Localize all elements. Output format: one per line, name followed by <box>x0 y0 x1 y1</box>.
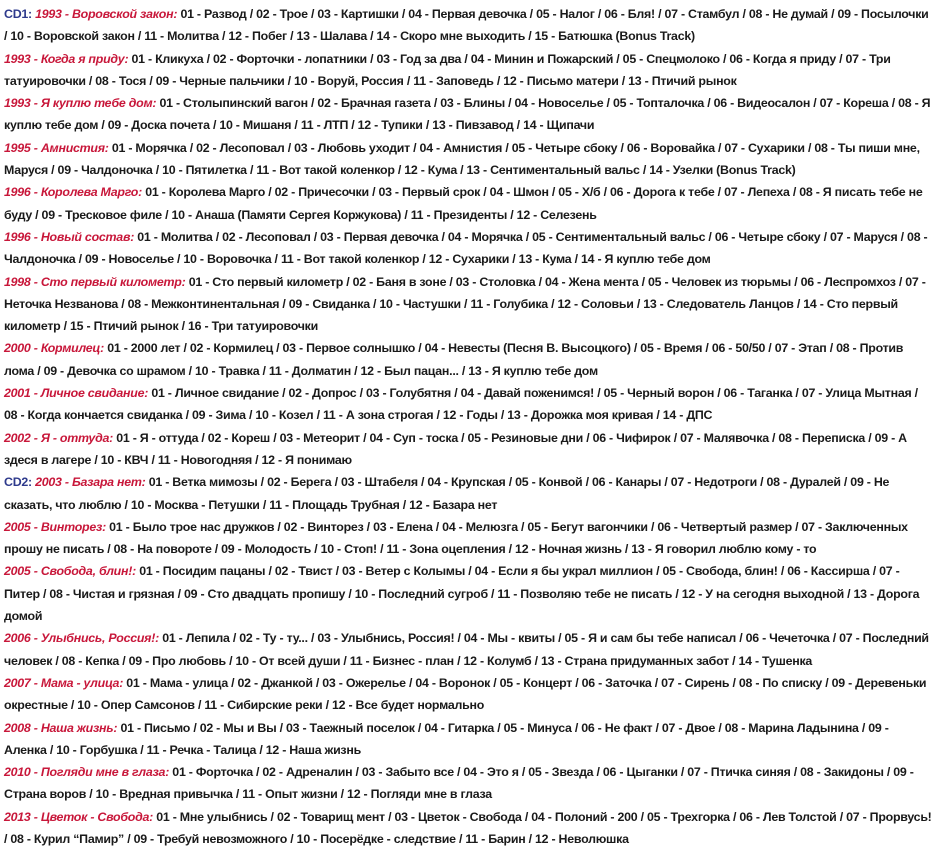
album-year: 2013 <box>4 809 31 824</box>
album-title: Новый состав <box>40 229 131 244</box>
album-year: 1993 <box>35 7 62 21</box>
track-list: 01 - Морячка / 02 - Лесоповал / 03 - Любовь уходит / 04 - Амнистия / 05 - Четыре сбоку / 06 - Воровайка / 07 - Сухарики / 08 - Ты пиши мне, Маруся / 09 - Чалдоночка / 10 - Пятилетка / 11 - Вот такой коленкор / 12 - Кума / 13 - Сентиментальный вальс / 14 - Узелки (Bonus Track) <box>4 140 920 178</box>
track-list: 01 - Форточка / 02 - Адреналин / 03 - Забыто все / 04 - Это я / 05 - Звезда / 06 - Цыганки / 07 - Птичка синяя / 08 - Закидоны / 09 - Страна воров / 10 - Вредная привычка / 11 - Опыт жизни / 12 - Погляди мне в глаза <box>4 765 914 802</box>
album-entry-1996-novyy-sostav: 1996 - Новый состав: 01 - Молитва / 02 - Лесоповал / 03 - Первая девочка / 04 - Морячка / 05 - Сентиментальный вальс / 06 - Четыре сбоку / 07 - Маруся / 08 - Чалдоночка / 09 - Новоселье / 10 - Воровочка / 11 - Вот такой коленкор / 12 - Сухарики / 13 - Кума / 14 - Я куплю тебе дом <box>4 229 928 267</box>
album-year: 2005 <box>4 564 31 579</box>
album-title: Я - оттуда <box>40 430 110 445</box>
album-entry-2002-ya-ottuda: 2002 - Я - оттуда: 01 - Я - оттуда / 02 - Кореш / 03 - Метеорит / 04 - Суп - тоска / 05 - Резиновые дни / 06 - Чифирок / 07 - Малявочка / 08 - Переписка / 09 - А здеся в лагере / 10 - КВЧ / 11 - Новогодняя / 12 - Я понимаю <box>4 430 907 467</box>
album-year: 1993 <box>4 96 31 111</box>
track-list: 01 - Развод / 02 - Трое / 03 - Картишки / 04 - Первая девочка / 05 - Налог / 06 - Бля! / 07 - Стамбул / 08 - Не думай / 09 - Посылочки / 10 - Воровской закон / 11 - Молитва / 12 - Побег / 13 - Шалава / 14 - Скоро мне выходить / 15 - Батюшка (Bonus Track) <box>4 7 929 44</box>
album-year: 2007 <box>4 675 31 690</box>
track-list: 01 - Я - оттуда / 02 - Кореш / 03 - Метеорит / 04 - Суп - тоска / 05 - Резиновые дни / 06 - Чифирок / 07 - Малявочка / 08 - Переписка / 09 - А здеся в лагере / 10 - КВЧ / 11 - Новогодняя / 12 - Я понимаю <box>4 430 907 467</box>
album-year: 1995 <box>4 140 31 155</box>
album-year: 2005 <box>4 519 31 534</box>
track-list: 01 - Было трое нас дружков / 02 - Винторез / 03 - Елена / 04 - Мелюзга / 05 - Бегут вагончики / 06 - Четвертый размер / 07 - Заключенных прошу не писать / 08 - На повороте / 09 - Молодость / 10 - Стоп! / 11 - Зона оцепления / 12 - Ночная жизнь / 13 - Я говорил люблю кому - то <box>4 519 908 557</box>
album-entry-2006-ulybnis-rossiya: 2006 - Улыбнись, Россия!: 01 - Лепила / 02 - Ту - ту... / 03 - Улыбнись, Россия! / 04 - Мы - квиты / 05 - Я и сам бы тебе написал / 06 - Чечеточка / 07 - Последний человек / 08 - Кепка / 09 - Про любовь / 10 - От всей души / 11 - Бизнес - план / 12 - Колумб / 13 - Страна придуманных забот / 14 - Тушенка <box>4 631 929 668</box>
album-year: 2003 <box>35 475 62 490</box>
track-list: 01 - Кликуха / 02 - Форточки - лопатники / 03 - Год за два / 04 - Минин и Пожарский / 05 - Спецмолоко / 06 - Когда я приду / 07 - Три татуировочки / 08 - Тося / 09 - Черные пальчики / 10 - Воруй, Россия / 11 - Заповедь / 12 - Письмо матери / 13 - Птичий рынок <box>4 51 891 88</box>
album-entry-2005-vintorez: 2005 - Винторез: 01 - Было трое нас дружков / 02 - Винторез / 03 - Елена / 04 - Мелюзга / 05 - Бегут вагончики / 06 - Четвертый размер / 07 - Заключенных прошу не писать / 08 - На повороте / 09 - Молодость / 10 - Стоп! / 11 - Зона оцепления / 12 - Ночная жизнь / 13 - Я говорил люблю кому - то <box>4 519 908 557</box>
track-list: 01 - Королева Марго / 02 - Причесочки / 03 - Первый срок / 04 - Шмон / 05 - Х/б / 06 - Дорога к тебе / 07 - Лепеха / 08 - Я писать тебе не буду / 09 - Тресковое филе / 10 - Анаша (Памяти Сергея Коржукова) / 11 - Президенты / 12 - Селезень <box>4 185 923 222</box>
album-title: Кормилец <box>40 341 101 356</box>
album-year: 1993 <box>4 51 31 66</box>
album-title: Когда я приду <box>40 51 125 66</box>
album-year: 2008 <box>4 720 31 735</box>
cd-label: CD2: <box>4 475 32 490</box>
album-year: 2001 <box>4 386 31 401</box>
album-title: Погляди мне в глаза <box>40 765 166 780</box>
album-title: Сто первый километр <box>40 274 182 289</box>
album-title: Улыбнись, Россия! <box>40 631 156 646</box>
track-list: 01 - Лепила / 02 - Ту - ту... / 03 - Улыбнись, Россия! / 04 - Мы - квиты / 05 - Я и сам бы тебе написал / 06 - Чечеточка / 07 - Последний человек / 08 - Кепка / 09 - Про любовь / 10 - От всей души / 11 - Бизнес - план / 12 - Колумб / 13 - Страна придуманных забот / 14 - Тушенка <box>4 631 929 668</box>
album-title: Личное свидание <box>40 386 145 401</box>
album-year: 2006 <box>4 631 31 646</box>
album-entry-2013-tsvetok-svoboda: 2013 - Цветок - Свобода: 01 - Мне улыбнись / 02 - Товарищ мент / 03 - Цветок - Свобода / 04 - Полоний - 200 / 05 - Трехгорка / 06 - Лев Толстой / 07 - Прорвусь! / 08 - Курил “Памир” / 09 - Требуй невозможного / 10 - Посерёдке - следствие / 11 - Барин / 12 - Неволюшка <box>4 809 932 846</box>
album-title: Королева Марго <box>40 185 139 200</box>
track-list: 01 - Молитва / 02 - Лесоповал / 03 - Первая девочка / 04 - Морячка / 05 - Сентиментальный вальс / 06 - Четыре сбоку / 07 - Маруся / 08 - Чалдоночка / 09 - Новоселье / 10 - Воровочка / 11 - Вот такой коленкор / 12 - Сухарики / 13 - Кума / 14 - Я куплю тебе дом <box>4 229 928 267</box>
album-title: Цветок - Свобода <box>40 809 150 824</box>
album-entry-2008-nasha-zhizn: 2008 - Наша жизнь: 01 - Письмо / 02 - Мы и Вы / 03 - Таежный поселок / 04 - Гитарка / 05 - Минуса / 06 - Не факт / 07 - Двое / 08 - Марина Ладынина / 09 - Аленка / 10 - Горбушка / 11 - Речка - Талица / 12 - Наша жизнь <box>4 720 889 757</box>
album-title: Наша жизнь <box>40 720 114 735</box>
album-year: 2010 <box>4 765 31 780</box>
album-entry-1998-sto-pervyy-kilometr: 1998 - Сто первый километр: 01 - Сто первый километр / 02 - Баня в зоне / 03 - Столовка / 04 - Жена мента / 05 - Человек из тюрьмы / 06 - Леспромхоз / 07 - Неточка Незванова / 08 - Межконтинентальная / 09 - Свиданка / 10 - Частушки / 11 - Голубика / 12 - Соловьи / 13 - Следователь Ланцов / 14 - Сто первый километр / 15 - Птичий рынок / 16 - Три татуировочки <box>4 274 926 334</box>
album-entry-1995-amnistiya: 1995 - Амнистия: 01 - Морячка / 02 - Лесоповал / 03 - Любовь уходит / 04 - Амнистия / 05 - Четыре сбоку / 06 - Воровайка / 07 - Сухарики / 08 - Ты пиши мне, Маруся / 09 - Чалдоночка / 10 - Пятилетка / 11 - Вот такой коленкор / 12 - Кума / 13 - Сентиментальный вальс / 14 - Узелки (Bonus Track) <box>4 140 920 178</box>
album-entry-1993-kogda-ya-pridu: 1993 - Когда я приду: 01 - Кликуха / 02 - Форточки - лопатники / 03 - Год за два / 04 - Минин и Пожарский / 05 - Спецмолоко / 06 - Когда я приду / 07 - Три татуировочки / 08 - Тося / 09 - Черные пальчики / 10 - Воруй, Россия / 11 - Заповедь / 12 - Письмо матери / 13 - Птичий рынок <box>4 51 891 88</box>
album-entry-1996-koroleva-margo: 1996 - Королева Марго: 01 - Королева Марго / 02 - Причесочки / 03 - Первый срок / 04 - Шмон / 05 - Х/б / 06 - Дорога к тебе / 07 - Лепеха / 08 - Я писать тебе не буду / 09 - Тресковое филе / 10 - Анаша (Памяти Сергея Коржукова) / 11 - Президенты / 12 - Селезень <box>4 185 923 222</box>
album-title: Амнистия <box>40 140 105 155</box>
album-year: 1996 <box>4 229 31 244</box>
album-entry-2001-lichnoe-svidanie: 2001 - Личное свидание: 01 - Личное свидание / 02 - Допрос / 03 - Голубятня / 04 - Давай поженимся! / 05 - Черный ворон / 06 - Таганка / 07 - Улица Мытная / 08 - Когда кончается свиданка / 09 - Зима / 10 - Козел / 11 - А зона строгая / 12 - Годы / 13 - Дорожка моя кривая / 14 - ДПС <box>4 386 918 423</box>
album-entry-1993-vorovskoy-zakon: CD1: 1993 - Воровской закон: 01 - Развод / 02 - Трое / 03 - Картишки / 04 - Первая девочка / 05 - Налог / 06 - Бля! / 07 - Стамбул / 08 - Не думай / 09 - Посылочки / 10 - Воровской закон / 11 - Молитва / 12 - Побег / 13 - Шалава / 14 - Скоро мне выходить / 15 - Батюшка (Bonus Track) <box>4 7 929 44</box>
track-list: 01 - Ветка мимозы / 02 - Берега / 03 - Штабеля / 04 - Крупская / 05 - Конвой / 06 - Канары / 07 - Недотроги / 08 - Дуралей / 09 - Не сказать, что люблю / 10 - Москва - Петушки / 11 - Площадь Трубная / 12 - Базара нет <box>4 475 890 512</box>
album-title: Винторез <box>40 519 103 534</box>
track-list: 01 - Письмо / 02 - Мы и Вы / 03 - Таежный поселок / 04 - Гитарка / 05 - Минуса / 06 - Не факт / 07 - Двое / 08 - Марина Ладынина / 09 - Аленка / 10 - Горбушка / 11 - Речка - Талица / 12 - Наша жизнь <box>4 720 889 757</box>
album-title: Свобода, блин! <box>40 564 133 579</box>
album-year: 1996 <box>4 185 31 200</box>
album-entry-2007-mama-ulitsa: 2007 - Мама - улица: 01 - Мама - улица / 02 - Джанкой / 03 - Ожерелье / 04 - Воронок / 05 - Концерт / 06 - Заточка / 07 - Сирень / 08 - По списку / 09 - Деревеньки окрестные / 10 - Опер Самсонов / 11 - Сибирские реки / 12 - Все будет нормально <box>4 675 927 713</box>
album-year: 2000 <box>4 341 31 356</box>
album-title: Мама - улица <box>40 675 120 690</box>
track-list: 01 - Столыпинский вагон / 02 - Брачная газета / 03 - Блины / 04 - Новоселье / 05 - Топталочка / 06 - Видеосалон / 07 - Кореша / 08 - Я куплю тебе дом / 09 - Доска почета / 10 - Мишаня / 11 - ЛТП / 12 - Тупики / 13 - Пивзавод / 14 - Щипачи <box>4 96 931 133</box>
album-entry-2000-kormilets: 2000 - Кормилец: 01 - 2000 лет / 02 - Кормилец / 03 - Первое солнышко / 04 - Невесты (Песня В. Высоцкого) / 05 - Время / 06 - 50/50 / 07 - Этап / 08 - Против лома / 09 - Девочка со шрамом / 10 - Травка / 11 - Долматин / 12 - Был пацан... / 13 - Я куплю тебе дом <box>4 341 904 378</box>
album-year: 2002 <box>4 430 31 445</box>
album-title: Я куплю тебе дом <box>40 96 153 111</box>
track-list: 01 - 2000 лет / 02 - Кормилец / 03 - Первое солнышко / 04 - Невесты (Песня В. Высоцкого) / 05 - Время / 06 - 50/50 / 07 - Этап / 08 - Против лома / 09 - Девочка со шрамом / 10 - Травка / 11 - Долматин / 12 - Был пацан... / 13 - Я куплю тебе дом <box>4 341 904 378</box>
track-list: 01 - Сто первый километр / 02 - Баня в зоне / 03 - Столовка / 04 - Жена мента / 05 - Человек из тюрьмы / 06 - Леспромхоз / 07 - Неточка Незванова / 08 - Межконтинентальная / 09 - Свиданка / 10 - Частушки / 11 - Голубика / 12 - Соловьи / 13 - Следователь Ланцов / 14 - Сто первый километр / 15 - Птичий рынок / 16 - Три татуировочки <box>4 274 926 334</box>
album-title: Базара нет <box>71 475 142 490</box>
album-title: Воровской закон <box>71 7 174 21</box>
track-list: 01 - Мама - улица / 02 - Джанкой / 03 - Ожерелье / 04 - Воронок / 05 - Концерт / 06 - Заточка / 07 - Сирень / 08 - По списку / 09 - Деревеньки окрестные / 10 - Опер Самсонов / 11 - Сибирские реки / 12 - Все будет нормально <box>4 675 927 713</box>
album-entry-2010-poglyadi-mne-v-glaza: 2010 - Погляди мне в глаза: 01 - Форточка / 02 - Адреналин / 03 - Забыто все / 04 - Это я / 05 - Звезда / 06 - Цыганки / 07 - Птичка синяя / 08 - Закидоны / 09 - Страна воров / 10 - Вредная привычка / 11 - Опыт жизни / 12 - Погляди мне в глаза <box>4 765 914 802</box>
cd-label: CD1: <box>4 7 32 21</box>
album-entry-2005-svoboda-blin: 2005 - Свобода, блин!: 01 - Посидим пацаны / 02 - Твист / 03 - Ветер с Колымы / 04 - Если я бы украл миллион / 05 - Свобода, блин! / 06 - Кассирша / 07 - Питер / 08 - Чистая и грязная / 09 - Сто двадцать пропишу / 10 - Последний сугроб / 11 - Позволяю тебе не писать / 12 - У на сегодня выходной / 13 - Дорога домой <box>4 564 920 624</box>
track-list: 01 - Личное свидание / 02 - Допрос / 03 - Голубятня / 04 - Давай поженимся! / 05 - Черный ворон / 06 - Таганка / 07 - Улица Мытная / 08 - Когда кончается свиданка / 09 - Зима / 10 - Козел / 11 - А зона строгая / 12 - Годы / 13 - Дорожка моя кривая / 14 - ДПС <box>4 386 918 423</box>
album-year: 1998 <box>4 274 31 289</box>
album-entry-1993-ya-kuplyu-tebe-dom: 1993 - Я куплю тебе дом: 01 - Столыпинский вагон / 02 - Брачная газета / 03 - Блины / 04 - Новоселье / 05 - Топталочка / 06 - Видеосалон / 07 - Кореша / 08 - Я куплю тебе дом / 09 - Доска почета / 10 - Мишаня / 11 - ЛТП / 12 - Тупики / 13 - Пивзавод / 14 - Щипачи <box>4 96 931 133</box>
track-list: 01 - Мне улыбнись / 02 - Товарищ мент / 03 - Цветок - Свобода / 04 - Полоний - 200 / 05 - Трехгорка / 06 - Лев Толстой / 07 - Прорвусь! / 08 - Курил “Памир” / 09 - Требуй невозможного / 10 - Посерёдке - следствие / 11 - Барин / 12 - Неволюшка <box>4 809 932 846</box>
track-list: 01 - Посидим пацаны / 02 - Твист / 03 - Ветер с Колымы / 04 - Если я бы украл миллион / 05 - Свобода, блин! / 06 - Кассирша / 07 - Питер / 08 - Чистая и грязная / 09 - Сто двадцать пропишу / 10 - Последний сугроб / 11 - Позволяю тебе не писать / 12 - У на сегодня выходной / 13 - Дорога домой <box>4 564 920 624</box>
album-entry-2003-bazara-net: CD2: 2003 - Базара нет: 01 - Ветка мимозы / 02 - Берега / 03 - Штабеля / 04 - Крупская / 05 - Конвой / 06 - Канары / 07 - Недотроги / 08 - Дуралей / 09 - Не сказать, что люблю / 10 - Москва - Петушки / 11 - Площадь Трубная / 12 - Базара нет <box>4 475 890 512</box>
